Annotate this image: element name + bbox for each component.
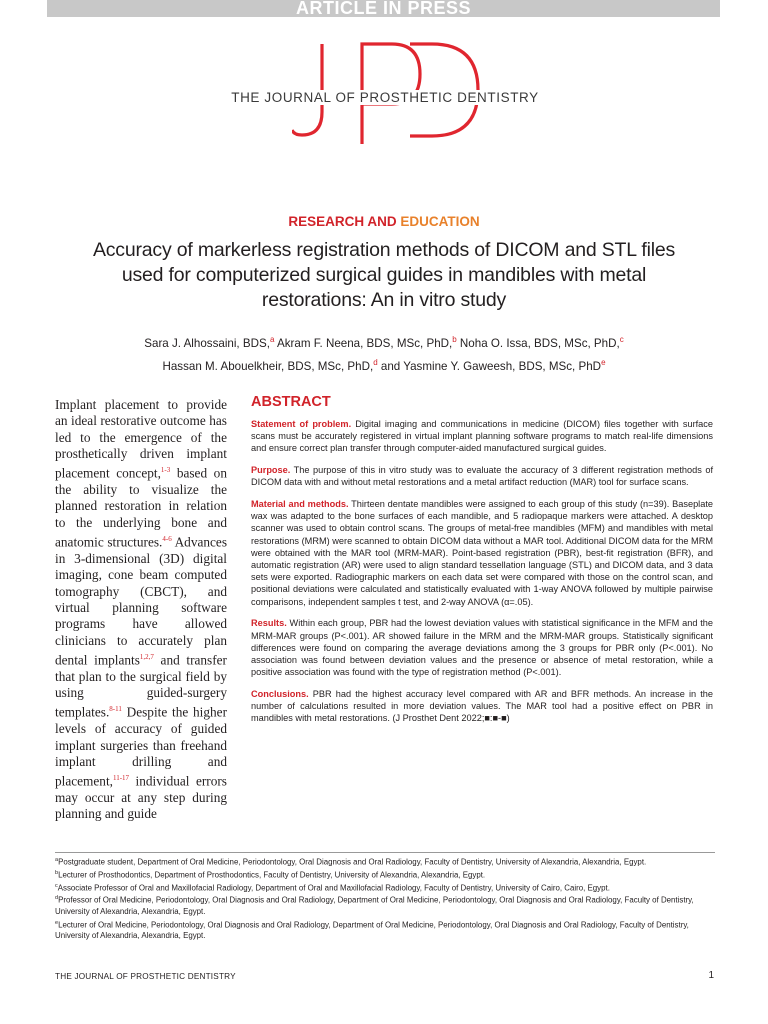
- abstract: [251, 393, 713, 734]
- author-3: Noha O. Issa, BDS, MSc, PhD,$^c$: [459, 335, 624, 350]
- footnote-b: $^b$Lecturer of Prosthodontics, Department of Prosthodontics, Faculty of Dentistry, University of Alexandria, Alexandria, Egypt.: [55, 869, 486, 880]
- section-word-education: EDUCATION: [400, 214, 480, 229]
- section-word-research: RESEARCH AND: [288, 214, 397, 229]
- abstract-results: Results. Within each group, PBR had the lowest deviation values with statistical significance in the MFM and the MRM-MAR groups (P<.001). AR showed failure in the MRM and the MRM-MAR groups. Statistically significant differences were found on comparing the average deviations among the 3 groups for PBR only (P<.001). No association was found between deviation values and the presence or absence of metal restoration, while a positive association was found with the type of registration method (P<.001).: [251, 618, 713, 678]
- page-number: 1: [708, 970, 714, 981]
- footnote-c: $^c$Associate Professor of Oral and Maxillofacial Radiology, Department of Oral and Maxillofacial Radiology, Faculty of Dentistry, University of Cairo, Cairo, Egypt.: [55, 882, 610, 893]
- article-title: Accuracy of markerless registration methods of DICOM and STL files used for computerized surgical guides in mandibles with metal restorations: An in vitro study: [92, 239, 676, 311]
- author-list: [80, 330, 688, 376]
- abstract-methods: Material and methods. Thirteen dentate mandibles were assigned to each group of this study (n=39). Baseplate wax was adapted to the bone surfaces of each mandible, and 5 radiopaque markers were attached. A desktop scanner was used to obtain control scans. The groups of metal-free mandibles (MFM) and mandibles with metal restorations (MRM) were scanned to obtain DICOM data without a MAR tool. Additional DICOM data for the MRM were obtained with the MAR tool (MRM-MAR). Point-based registration (PBR), best-fit registration (BFR), and automatic registration (AR) were used to align standard tessellation language (STL) and DICOM data, and 3 data sets were exported. Radiographic markers on each data set were compared with those on the control scan, and positional deviations were calculated and statistically evaluated with 1-way ANOVA followed by multiple pairwise comparisons, independent samples t test, and 2-way ANOVA (α=.05).: [251, 499, 713, 607]
- introduction-text: Implant placement to provide an ideal restorative outcome has led to the emergence of the prosthetically driven implant placement concept,$^{1-3}$ based on the ability to visualize the planned restoration in relation to the underlying bone and anatomic structures.$^{4-6}$ Advances in 3-dimensional (3D) digital imaging, cone beam computed tomography (CBCT), and virtual planning software programs have allowed clinicians to accurately plan dental implants$^{1,2,7}$ and transfer that plan to the surgical field by using guided-surgery templates.$^{8-11}$ Despite the higher levels of accuracy of guided implant surgeries than freehand implant drilling and placement,$^{11-17}$ individual errors may occur at any step during planning and guide: [55, 397, 227, 822]
- author-5: and Yasmine Y. Gaweesh, BDS, MSc, PhD$^e$: [380, 357, 606, 373]
- citation-ref[interactable]: 4-6: [162, 535, 172, 544]
- abstract-statement-of-problem: Statement of problem. Digital imaging and communications in medicine (DICOM) files together with surface scans must be accurately registered in virtual implant planning software programs to match real-life dimensions and ensure correct plan transfer through computer-aided manufactured surgical guides.: [251, 419, 713, 454]
- citation-ref[interactable]: 1-3: [160, 466, 171, 475]
- affiliation-footnotes: [55, 852, 715, 942]
- citation-ref[interactable]: 8-11: [109, 705, 122, 714]
- journal-logo: [200, 40, 570, 145]
- citation-ref[interactable]: 1,2,7: [139, 653, 154, 661]
- article-in-press-banner: ARTICLE IN PRESS: [47, 0, 720, 17]
- author-4: Hassan M. Abouelkheir, BDS, MSc, PhD,$^d$: [162, 357, 378, 373]
- footnote-e: $^e$Lecturer of Oral Medicine, Periodontology, Oral Diagnosis and Oral Radiology, Department of Oral Medicine, Periodontology, Oral Diagnosis and Oral Radiology, Faculty of Dentistry, University of Alexandria, Alexandria, Egypt.: [55, 919, 689, 941]
- citation-ref[interactable]: 11-17: [112, 774, 130, 783]
- abstract-purpose: Purpose. The purpose of this in vitro study was to evaluate the accuracy of 3 different registration methods of DICOM data with and without metal restorations and a metal artifact reduction (MAR) tool for surface scans.: [251, 465, 713, 488]
- author-2: Akram F. Neena, BDS, MSc, PhD,$^b$: [276, 335, 457, 350]
- footnote-a: $^a$Postgraduate student, Department of Oral Medicine, Periodontology, Oral Diagnosis and Oral Radiology, Faculty of Dentistry, University of Alexandria, Alexandria, Egypt.: [55, 857, 647, 867]
- footnote-d: $^d$Professor of Oral Medicine, Periodontology, Oral Diagnosis and Oral Radiology, Department of Oral Medicine, Periodontology, Oral Diagnosis and Oral Radiology, Faculty of Dentistry, University of Alexandria, Alexandria, Egypt.: [55, 895, 694, 917]
- section-label: [0, 214, 768, 229]
- footer-journal-name: THE JOURNAL OF PROSTHETIC DENTISTRY: [55, 972, 236, 981]
- journal-name: THE JOURNAL OF PROSTHETIC DENTISTRY: [200, 90, 570, 105]
- author-1: Sara J. Alhossaini, BDS,$^a$: [144, 335, 275, 350]
- abstract-heading: ABSTRACT: [251, 394, 331, 410]
- abstract-conclusions: Conclusions. PBR had the highest accuracy level compared with AR and BFR methods. An increase in the number of calculations resulted in more deviation values. The MAR tool had a positive effect on PBR in mandibles with metal restorations. (J Prosthet Dent 2022;■:■-■): [251, 688, 713, 724]
